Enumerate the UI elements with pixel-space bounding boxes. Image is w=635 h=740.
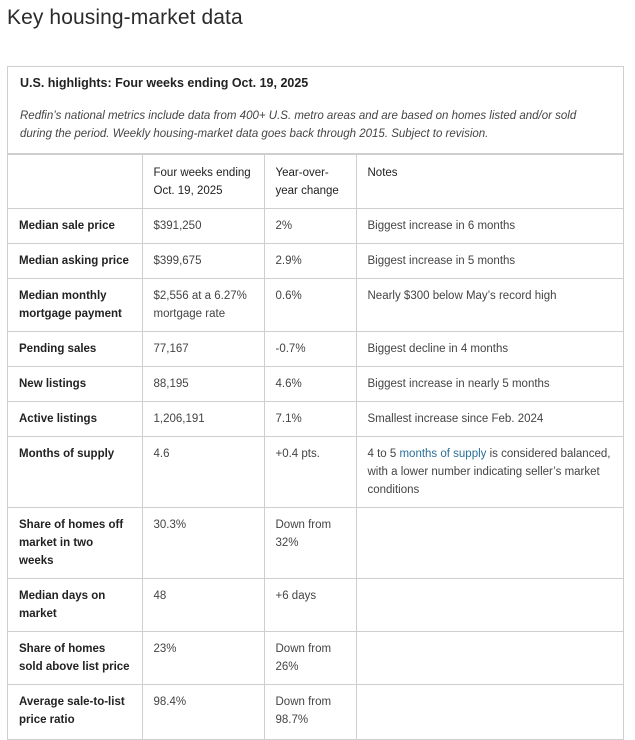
notes-text-after: is considered balanced, with a lower number indicating seller’s market conditions <box>367 448 611 496</box>
row-yoy: -0.7% <box>264 332 356 367</box>
row-value: 30.3% <box>142 508 264 579</box>
row-notes <box>356 685 623 739</box>
housing-data-table <box>8 154 623 739</box>
row-notes: Nearly $300 below May’s record high <box>356 279 623 332</box>
row-metric: Active listings <box>8 402 142 437</box>
row-metric: Average sale-to-list price ratio <box>8 685 142 739</box>
table-row <box>8 685 623 739</box>
row-yoy: 2% <box>264 209 356 244</box>
row-notes: Biggest increase in 5 months <box>356 244 623 279</box>
row-yoy: +6 days <box>264 579 356 632</box>
months-of-supply-link[interactable]: months of supply <box>399 448 487 460</box>
table-row <box>8 279 623 332</box>
row-yoy: 4.6% <box>264 367 356 402</box>
row-value: 98.4% <box>142 685 264 739</box>
table-row <box>8 579 623 632</box>
row-metric: Median asking price <box>8 244 142 279</box>
row-yoy: +0.4 pts. <box>264 437 356 508</box>
row-yoy: Down from 26% <box>264 632 356 685</box>
row-yoy: Down from 32% <box>264 508 356 579</box>
row-value: $2,556 at a 6.27% mortgage rate <box>142 279 264 332</box>
row-value: 48 <box>142 579 264 632</box>
row-value: $391,250 <box>142 209 264 244</box>
row-value: 77,167 <box>142 332 264 367</box>
row-metric: Pending sales <box>8 332 142 367</box>
row-value: 4.6 <box>142 437 264 508</box>
table-caption <box>8 67 623 154</box>
row-notes <box>356 632 623 685</box>
row-notes <box>356 437 623 508</box>
row-value: $399,675 <box>142 244 264 279</box>
page-title: Key housing-market data <box>7 6 243 29</box>
header-metric <box>8 155 142 209</box>
row-metric: Share of homes sold above list price <box>8 632 142 685</box>
housing-data-table-container <box>7 66 624 740</box>
table-row <box>8 367 623 402</box>
row-value: 88,195 <box>142 367 264 402</box>
row-yoy: 2.9% <box>264 244 356 279</box>
row-notes: Biggest increase in nearly 5 months <box>356 367 623 402</box>
table-row <box>8 332 623 367</box>
row-metric: Months of supply <box>8 437 142 508</box>
row-yoy: 7.1% <box>264 402 356 437</box>
row-notes: Biggest decline in 4 months <box>356 332 623 367</box>
caption-title: U.S. highlights: Four weeks ending Oct. 19, 2025 <box>20 76 309 90</box>
row-yoy: Down from 98.7% <box>264 685 356 739</box>
row-metric: Median monthly mortgage payment <box>8 279 142 332</box>
caption-note: Redfin’s national metrics include data from 400+ U.S. metro areas and are based on homes listed and/or sold during the period. Weekly housing-market data goes back through 2015. Subject to revision. <box>20 110 577 140</box>
table-row <box>8 632 623 685</box>
header-four-weeks: Four weeks ending Oct. 19, 2025 <box>142 155 264 209</box>
row-yoy: 0.6% <box>264 279 356 332</box>
header-notes: Notes <box>356 155 623 209</box>
table-header-row <box>8 155 623 209</box>
row-notes: Biggest increase in 6 months <box>356 209 623 244</box>
row-value: 23% <box>142 632 264 685</box>
header-yoy-change: Year-over-year change <box>264 155 356 209</box>
row-notes <box>356 508 623 579</box>
row-metric: Median sale price <box>8 209 142 244</box>
row-metric: Share of homes off market in two weeks <box>8 508 142 579</box>
table-row <box>8 402 623 437</box>
table-row <box>8 244 623 279</box>
row-value: 1,206,191 <box>142 402 264 437</box>
table-row <box>8 209 623 244</box>
notes-text-before: 4 to 5 <box>367 448 400 460</box>
row-notes <box>356 579 623 632</box>
row-notes: Smallest increase since Feb. 2024 <box>356 402 623 437</box>
table-row <box>8 437 623 508</box>
row-metric: Median days on market <box>8 579 142 632</box>
table-row <box>8 508 623 579</box>
row-metric: New listings <box>8 367 142 402</box>
